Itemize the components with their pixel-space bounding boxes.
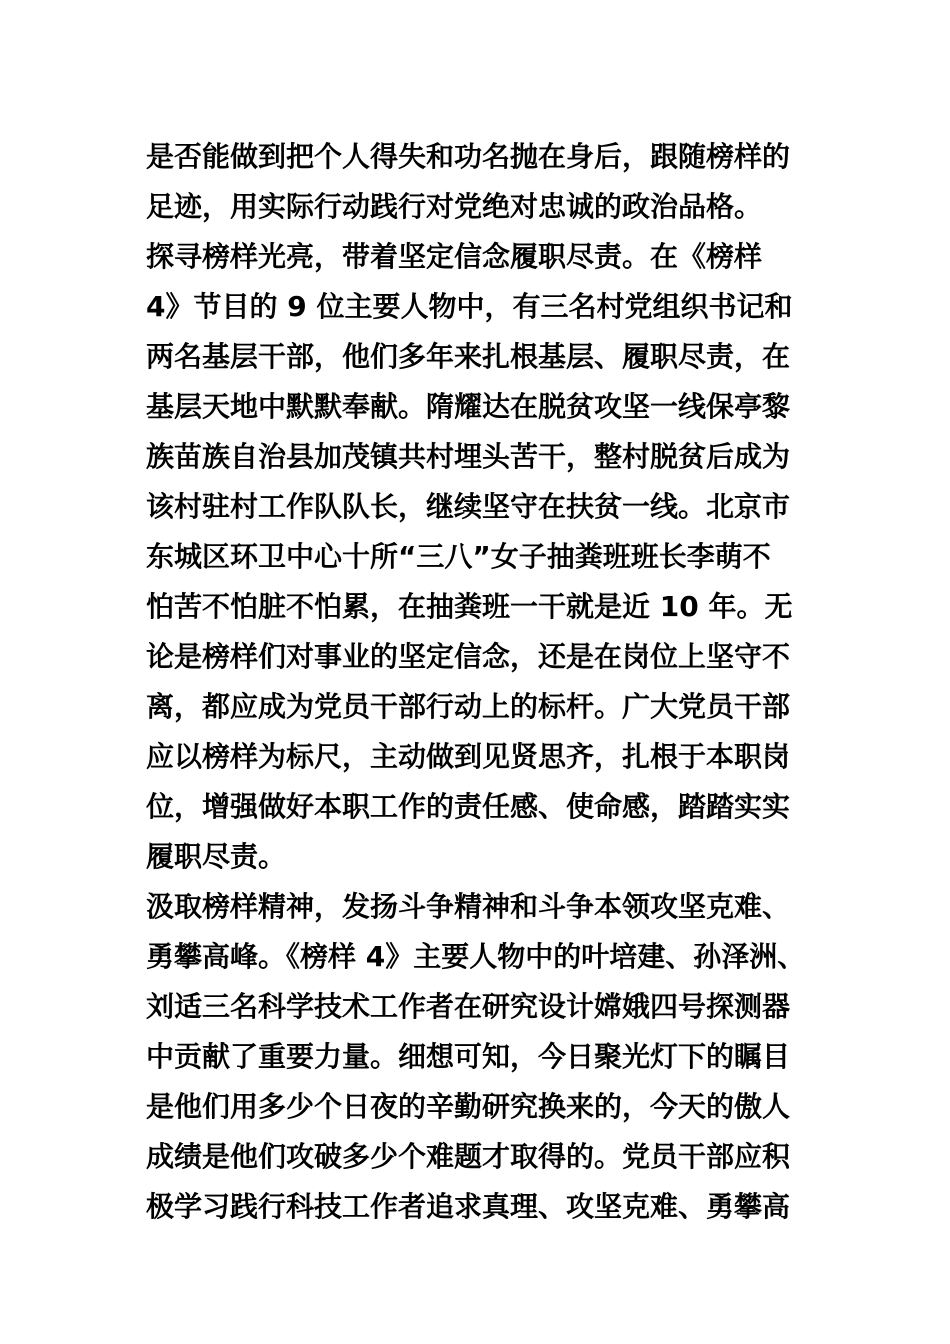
text-line: 两名基层干部，他们多年来扎根基层、履职尽责，在 xyxy=(146,340,791,373)
text-line: 是他们用多少个日夜的辛勤研究换来的，今天的傲人 xyxy=(146,1090,791,1123)
text-line: 应以榜样为标尺，主动做到见贤思齐，扎根于本职岗 xyxy=(146,740,791,773)
text-line: 论是榜样们对事业的坚定信念，还是在岗位上坚守不 xyxy=(146,640,791,673)
text-line: 足迹，用实际行动践行对党绝对忠诚的政治品格。 xyxy=(146,190,763,223)
text-line: 刘适三名科学技术工作者在研究设计嫦娥四号探测器 xyxy=(146,990,791,1023)
text-line: 离，都应成为党员干部行动上的标杆。广大党员干部 xyxy=(146,690,791,723)
body-text xyxy=(146,132,826,1232)
text-line: 汲取榜样精神，发扬斗争精神和斗争本领攻坚克难、 xyxy=(146,890,791,923)
text-line: 族苗族自治县加茂镇共村埋头苦干，整村脱贫后成为 xyxy=(146,440,791,473)
text-line: 成绩是他们攻破多少个难题才取得的。党员干部应积 xyxy=(146,1140,791,1173)
text-line: 位，增强做好本职工作的责任感、使命感，踏踏实实 xyxy=(146,790,791,823)
text-line: 探寻榜样光亮，带着坚定信念履职尽责。在《榜样 xyxy=(146,240,763,273)
text-line: 4》节目的 9 位主要人物中，有三名村党组织书记和 xyxy=(146,290,793,323)
text-line: 是否能做到把个人得失和功名抛在身后，跟随榜样的 xyxy=(146,140,791,173)
text-line: 中贡献了重要力量。细想可知，今日聚光灯下的瞩目 xyxy=(146,1040,791,1073)
text-line: 勇攀高峰。《榜样 4》主要人物中的叶培建、孙泽洲、 xyxy=(146,940,806,973)
text-line: 履职尽责。 xyxy=(146,840,287,873)
text-line: 极学习践行科技工作者追求真理、攻坚克难、勇攀高 xyxy=(146,1190,791,1223)
text-line: 该村驻村工作队队长，继续坚守在扶贫一线。北京市 xyxy=(146,490,791,523)
text-line: 怕苦不怕脏不怕累，在抽粪班一干就是近 10 年。无 xyxy=(146,590,793,623)
text-line: 基层天地中默默奉献。隋耀达在脱贫攻坚一线保亭黎 xyxy=(146,390,791,423)
text-line: 东城区环卫中心十所“三八”女子抽粪班班长李萌不 xyxy=(146,540,771,573)
